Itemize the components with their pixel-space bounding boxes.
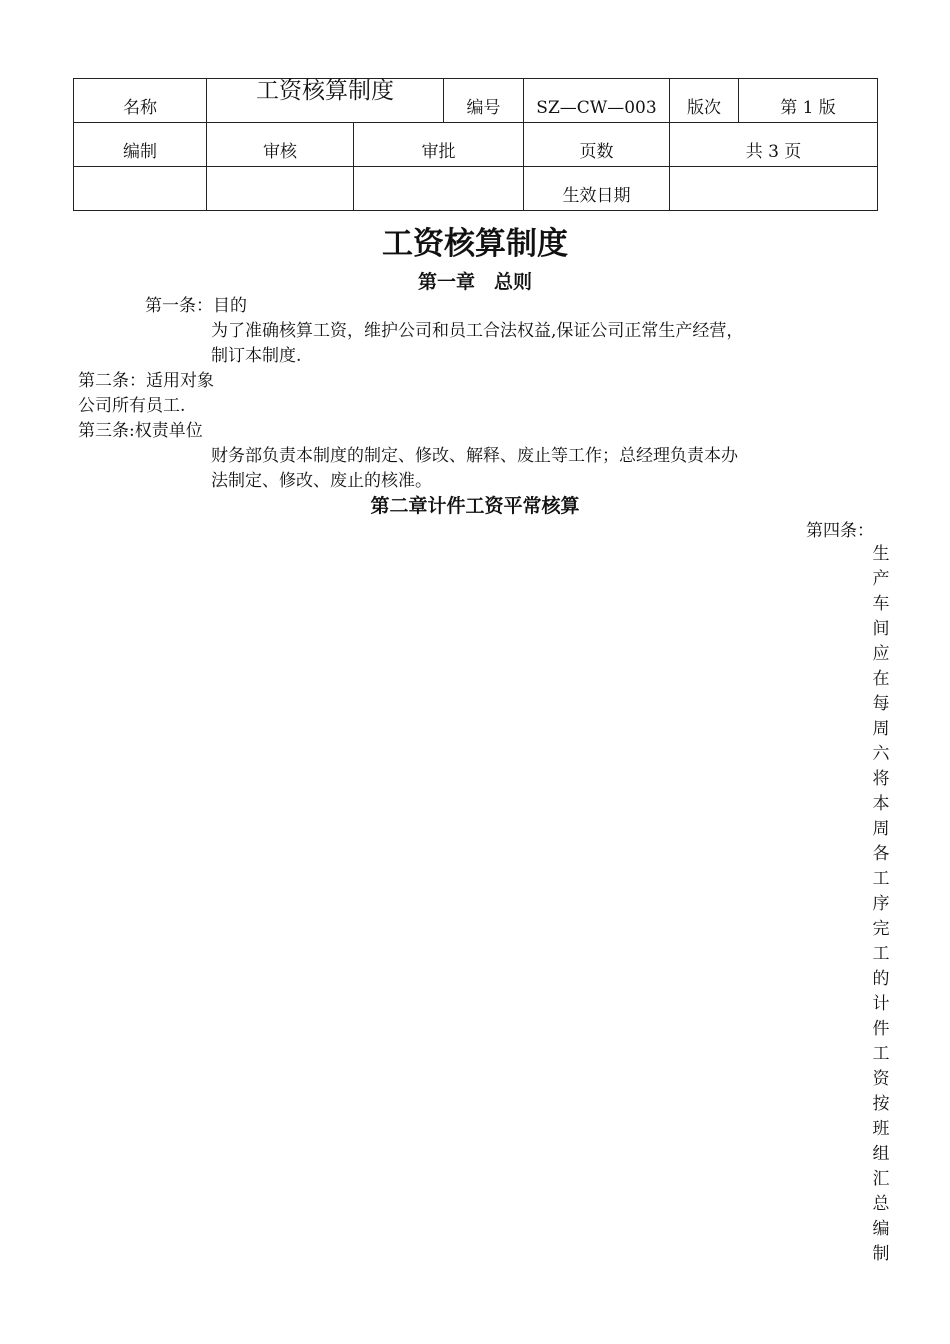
document-title: 工资核算制度 bbox=[382, 226, 568, 262]
approved-value bbox=[354, 167, 524, 211]
effective-date-label: 生效日期 bbox=[524, 167, 670, 211]
article-1-text-line-2: 制订本制度. bbox=[211, 346, 302, 366]
article-2-label: 第二条：适用对象 bbox=[78, 371, 214, 391]
chapter-1-heading: 第一章 总则 bbox=[417, 271, 532, 293]
article-4-text: 生产车间应在每周六将本周各工序完工的计件工资按班组汇总编制 bbox=[872, 544, 890, 1264]
prepared-label: 编制 bbox=[74, 123, 207, 167]
pages-value: 共 3 页 bbox=[670, 123, 878, 167]
article-2-text: 公司所有员工. bbox=[78, 396, 186, 416]
pages-label: 页数 bbox=[524, 123, 670, 167]
document-header-table bbox=[73, 78, 878, 211]
name-value: 工资核算制度 bbox=[207, 79, 444, 123]
article-3-text-line-1: 财务部负责本制度的制定、修改、解释、废止等工作；总经理负责本办 bbox=[211, 446, 738, 466]
version-label: 版次 bbox=[670, 79, 739, 123]
version-value: 第 1 版 bbox=[739, 79, 878, 123]
header-row-2 bbox=[74, 123, 878, 167]
article-4-label: 第四条： bbox=[806, 521, 874, 541]
reviewed-label: 审核 bbox=[207, 123, 354, 167]
name-label: 名称 bbox=[74, 79, 207, 123]
article-3-label: 第三条:权责单位 bbox=[78, 421, 203, 441]
reviewed-value bbox=[207, 167, 354, 211]
article-1-text-line-1: 为了准确核算工资，维护公司和员工合法权益,保证公司正常生产经营， bbox=[211, 321, 744, 341]
effective-date-value bbox=[670, 167, 878, 211]
chapter-2-heading: 第二章计件工资平常核算 bbox=[370, 495, 580, 517]
prepared-value bbox=[74, 167, 207, 211]
code-value: SZ—CW—003 bbox=[524, 79, 670, 123]
article-3-text-line-2: 法制定、修改、废止的核准。 bbox=[211, 471, 432, 491]
code-label: 编号 bbox=[444, 79, 524, 123]
header-row-3 bbox=[74, 167, 878, 211]
article-1-label: 第一条：目的 bbox=[145, 296, 247, 316]
approved-label: 审批 bbox=[354, 123, 524, 167]
header-row-1 bbox=[74, 79, 878, 123]
